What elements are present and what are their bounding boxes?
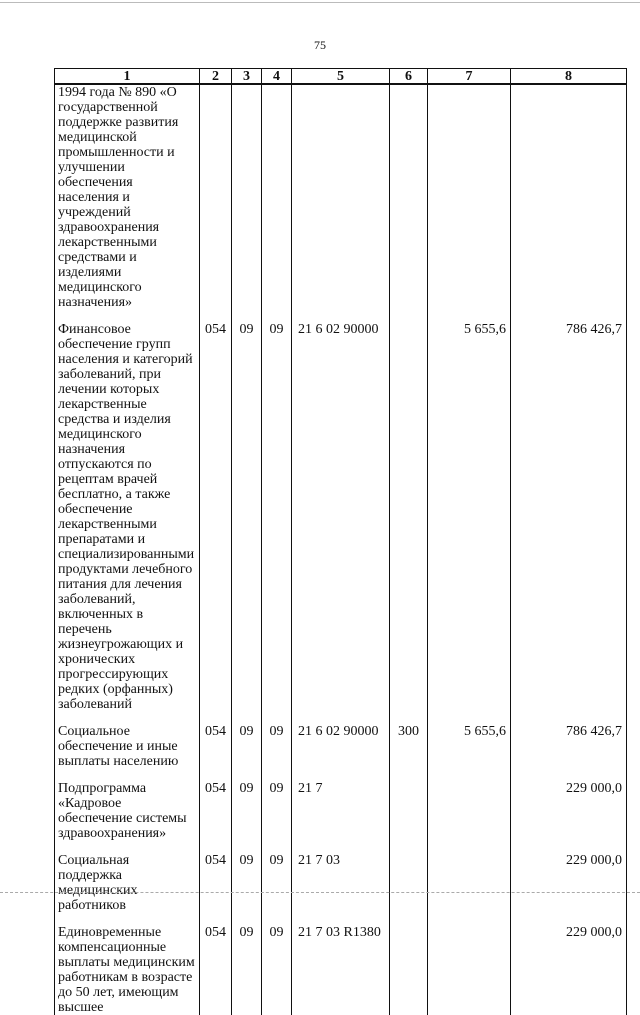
row-name: Финансовое обеспечение групп населения и категорий заболеваний, при лечении которых лекарственные средства и изделия медицинского назначения отпускаются по рецептам врачей бесплатно, а также обеспечение лекарственными препаратами и специализированными продуктами лечебного питания для лечения заболеваний, включенных в перечень жизнеугрожающих и хронических прогрессирующих редких (орфанных) заболеваний bbox=[55, 322, 200, 712]
cell-amount-2: 229 000,0 bbox=[511, 925, 627, 1015]
cell-expense-type bbox=[390, 853, 428, 913]
page-number: 75 bbox=[314, 38, 326, 52]
cell-section: 09 bbox=[232, 724, 262, 769]
col-header-4: 4 bbox=[262, 69, 292, 85]
cell-section: 09 bbox=[232, 853, 262, 913]
table-row bbox=[55, 724, 627, 769]
row-name: Подпрограмма «Кадровое обеспечение системы здравоохранения» bbox=[55, 781, 200, 841]
cell-target-code: 21 7 bbox=[292, 781, 390, 841]
row-gap bbox=[55, 841, 627, 853]
scan-edge-bottom bbox=[0, 892, 640, 893]
cell-expense-type bbox=[390, 84, 428, 310]
col-header-2: 2 bbox=[200, 69, 232, 85]
cell-section bbox=[232, 84, 262, 310]
cell-section: 09 bbox=[232, 925, 262, 1015]
row-gap bbox=[55, 712, 627, 724]
table-row bbox=[55, 853, 627, 913]
cell-subsection: 09 bbox=[262, 781, 292, 841]
col-header-1: 1 bbox=[55, 69, 200, 85]
cell-target-code: 21 6 02 90000 bbox=[292, 322, 390, 712]
cell-subsection: 09 bbox=[262, 322, 292, 712]
cell-amount-1: 5 655,6 bbox=[428, 322, 511, 712]
cell-subsection: 09 bbox=[262, 724, 292, 769]
col-header-3: 3 bbox=[232, 69, 262, 85]
cell-amount-2 bbox=[511, 84, 627, 310]
cell-ministry bbox=[200, 84, 232, 310]
cell-amount-1 bbox=[428, 84, 511, 310]
row-gap bbox=[55, 769, 627, 781]
cell-amount-2: 229 000,0 bbox=[511, 781, 627, 841]
table-row bbox=[55, 925, 627, 1015]
row-name: Социальное обеспечение и иные выплаты населению bbox=[55, 724, 200, 769]
cell-target-code bbox=[292, 84, 390, 310]
cell-amount-2: 786 426,7 bbox=[511, 322, 627, 712]
col-header-8: 8 bbox=[511, 69, 627, 85]
cell-expense-type bbox=[390, 781, 428, 841]
cell-target-code: 21 6 02 90000 bbox=[292, 724, 390, 769]
cell-expense-type bbox=[390, 322, 428, 712]
cell-subsection: 09 bbox=[262, 853, 292, 913]
cell-amount-2: 786 426,7 bbox=[511, 724, 627, 769]
cell-amount-2: 229 000,0 bbox=[511, 853, 627, 913]
row-name: Единовременные компенсационные выплаты медицинским работникам в возрасте до 50 лет, имеющим высшее bbox=[55, 925, 200, 1015]
header-row bbox=[55, 69, 627, 85]
cell-amount-1 bbox=[428, 925, 511, 1015]
table-row bbox=[55, 781, 627, 841]
cell-subsection: 09 bbox=[262, 925, 292, 1015]
col-header-7: 7 bbox=[428, 69, 511, 85]
table-row bbox=[55, 322, 627, 712]
cell-section: 09 bbox=[232, 781, 262, 841]
cell-ministry: 054 bbox=[200, 853, 232, 913]
cell-ministry: 054 bbox=[200, 322, 232, 712]
budget-table bbox=[54, 68, 627, 1015]
row-gap bbox=[55, 310, 627, 322]
cell-expense-type: 300 bbox=[390, 724, 428, 769]
cell-target-code: 21 7 03 bbox=[292, 853, 390, 913]
table-row bbox=[55, 84, 627, 310]
cell-expense-type bbox=[390, 925, 428, 1015]
row-name: 1994 года № 890 «О государственной поддержке развития медицинской промышленности и улучшении обеспечения населения и учреждений здравоохранения лекарственными средствами и изделиями медицинского назначения» bbox=[55, 84, 200, 310]
cell-ministry: 054 bbox=[200, 925, 232, 1015]
cell-section: 09 bbox=[232, 322, 262, 712]
cell-amount-1 bbox=[428, 853, 511, 913]
cell-amount-1 bbox=[428, 781, 511, 841]
cell-subsection bbox=[262, 84, 292, 310]
cell-target-code: 21 7 03 R1380 bbox=[292, 925, 390, 1015]
row-name: Социальная поддержка медицинских работников bbox=[55, 853, 200, 913]
col-header-6: 6 bbox=[390, 69, 428, 85]
cell-amount-1: 5 655,6 bbox=[428, 724, 511, 769]
row-gap bbox=[55, 913, 627, 925]
col-header-5: 5 bbox=[292, 69, 390, 85]
scan-edge-top bbox=[0, 2, 640, 3]
cell-ministry: 054 bbox=[200, 724, 232, 769]
cell-ministry: 054 bbox=[200, 781, 232, 841]
